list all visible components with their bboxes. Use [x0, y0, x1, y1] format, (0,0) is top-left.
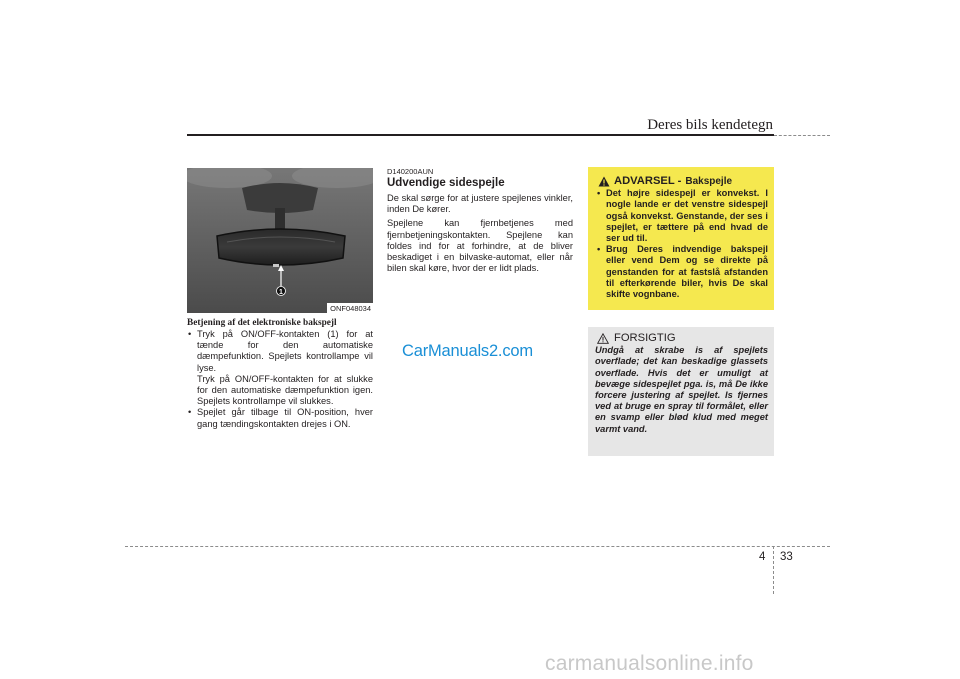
warning-title: ADVARSEL - [614, 175, 682, 187]
section-title: Deres bils kendetegn [647, 117, 773, 133]
figure-caption: Betjening af det elektroniske bakspejl [187, 318, 337, 328]
caution-body: Undgå at skrabe is af spejlets overflade; det kan beskadige glassets overflade. Hvis det er umuligt at bevæge sidespejlet pga. is, må De ikke forcere justering af spejlet. Is fjernes ved at bruge en spray til formålet, eller en svamp eller blød klud med meget varmt vand. [595, 345, 768, 434]
bullet-item: • Spejlet går tilbage til ON-position, hver gang tændingskontakten drejes i ON. [187, 407, 373, 429]
footer-watermark[interactable]: carmanualsonline.info [545, 652, 754, 675]
rearview-mirror-illustration [187, 168, 373, 313]
figure-code: ONF048034 [327, 303, 373, 313]
footer-rule [125, 546, 830, 547]
chapter-number: 4 [759, 551, 766, 563]
warning-bullet: • Det højre sidespejl er konvekst. I nogle lande er det venstre sidespejl også konvekst. Genstande, der ses i spejlet, er tættere på end hvad de ser ud til. [596, 188, 768, 244]
warning-box [588, 167, 774, 310]
warning-bullet: • Brug Deres indvendige bakspejl eller vend Dem og se direkte på genstanden for at fastslå afstanden til efterkørende biler, hvis De skal skifte vognbane. [596, 244, 768, 300]
caution-header [595, 333, 768, 344]
watermark-link[interactable]: CarManuals2.com [402, 342, 533, 360]
caution-title: FORSIGTIG [614, 332, 676, 344]
paragraph: De skal sørge for at justere spejlenes vinkler, inden De kører. [387, 193, 573, 215]
page-number: 33 [780, 551, 793, 563]
callout-number: 1 [279, 289, 283, 296]
warning-header [594, 176, 768, 187]
mirror-photo [187, 168, 373, 313]
caution-box [588, 327, 774, 456]
section-heading: Udvendige sidespejle [387, 177, 505, 189]
caution-triangle-icon [597, 333, 609, 344]
bullet-continuation: Tryk på ON/OFF-kontakten for at slukke for den automatiske dæmpefunktion igen. Spejlets kontrollampe vil slukkes. [197, 373, 373, 407]
left-bullets [187, 329, 373, 430]
header-rule [187, 134, 774, 136]
warning-triangle-icon [598, 176, 610, 187]
section-body [387, 193, 573, 277]
footer-vertical-rule [773, 546, 774, 594]
header-rule-dashed [774, 135, 830, 136]
paragraph: Spejlene kan fjernbetjenes med fjernbetjeningskontakten. Spejlene kan foldes ind for at forhindre, at de bliver beskadiget i en bilvaske-automat, eller når bilen skal køre, hvor der er lidt plads. [387, 218, 573, 274]
bullet-item: • Tryk på ON/OFF-kontakten (1) for at tænde for den automatiske dæmpefunktion. Spejlets kontrollampe vil lyse. [187, 329, 373, 374]
warning-subtitle: Bakspejle [685, 176, 733, 187]
section-code: D140200AUN [387, 167, 434, 176]
